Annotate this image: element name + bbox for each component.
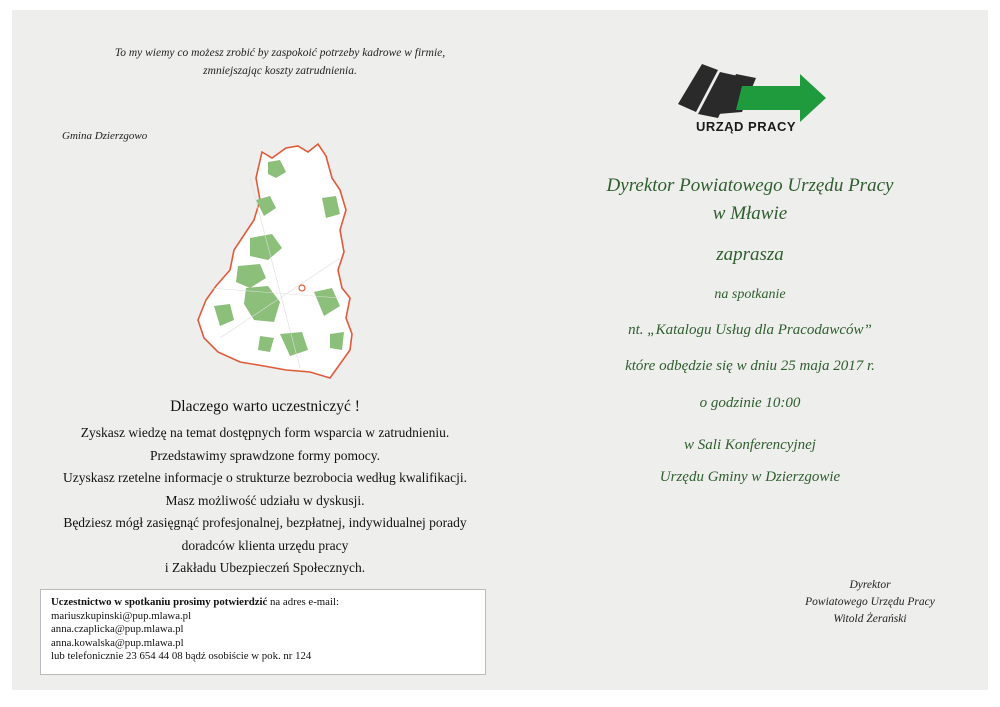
invite-topic: nt. „Katalogu Usług dla Pracodawców” (628, 322, 872, 338)
motto-line-1: To my wiemy co możesz zrobić by zaspokoić potrzeby kadrowe w firmie, (114, 47, 446, 59)
why-line: doradców klienta urzędu pracy (181, 537, 349, 553)
contact-rest: na adres e-mail: (267, 596, 339, 608)
invite-place-office: Urzędu Gminy w Dzierzgowie (659, 469, 841, 485)
why-line: Zyskasz wiedzę na temat dostępnych form wsparcia w zatrudnieniu. (80, 425, 450, 440)
why-line: Uzyskasz rzetelne informacje o strukturze bezrobocia według kwalifikacji. (62, 470, 468, 485)
gmina-map (190, 138, 370, 388)
signature-name: Witold Żerański (833, 613, 907, 625)
why-attend (30, 398, 500, 580)
invite-place-room: w Sali Konferencyjnej (684, 437, 816, 453)
email-link[interactable]: anna.kowalska@pup.mlawa.pl (51, 636, 184, 649)
invite-time: o godzinie 10:00 (699, 395, 801, 411)
signature-block (760, 577, 980, 628)
invite-city: w Mławie (712, 203, 788, 224)
invite-meeting: na spotkanie (714, 287, 786, 302)
why-line: Masz możliwość udziału w dyskusji. (165, 492, 365, 508)
signature-office: Powiatowego Urzędu Pracy (805, 596, 935, 608)
why-line: i Zakładu Ubezpieczeń Społecznych. (164, 560, 366, 575)
motto-line-2: zmniejszając koszty zatrudnienia. (203, 65, 357, 77)
map-label: Gmina Dzierzgowo (62, 130, 148, 142)
signature-role: Dyrektor (849, 579, 891, 591)
contact-box (40, 589, 486, 675)
why-line: Będziesz mógł zasięgnąć profesjonalnej, bezpłatnej, indywidualnej porady (63, 515, 467, 530)
invite-title: Dyrektor Powiatowego Urzędu Pracy (606, 175, 894, 196)
why-line: Przedstawimy sprawdzone formy pomocy. (149, 447, 381, 463)
logo-text: URZĄD PRACY (695, 119, 797, 134)
email-link[interactable]: mariuszkupinski@pup.mlawa.pl (51, 609, 192, 622)
contact-phone: lub telefonicznie 23 654 44 08 bądź osobiście w pok. nr 124 (51, 650, 312, 662)
contact-intro (51, 596, 475, 610)
contact-bold: Uczestnictwo w spotkaniu prosimy potwierdzić (51, 596, 268, 608)
motto (60, 44, 500, 80)
invite-date: które odbędzie się w dniu 25 maja 2017 r. (625, 358, 875, 374)
why-heading: Dlaczego warto uczestniczyć ! (170, 398, 360, 415)
invite-verb: zaprasza (716, 244, 784, 265)
gmina-outline (198, 144, 352, 378)
email-link[interactable]: anna.czaplicka@pup.mlawa.pl (51, 623, 184, 635)
